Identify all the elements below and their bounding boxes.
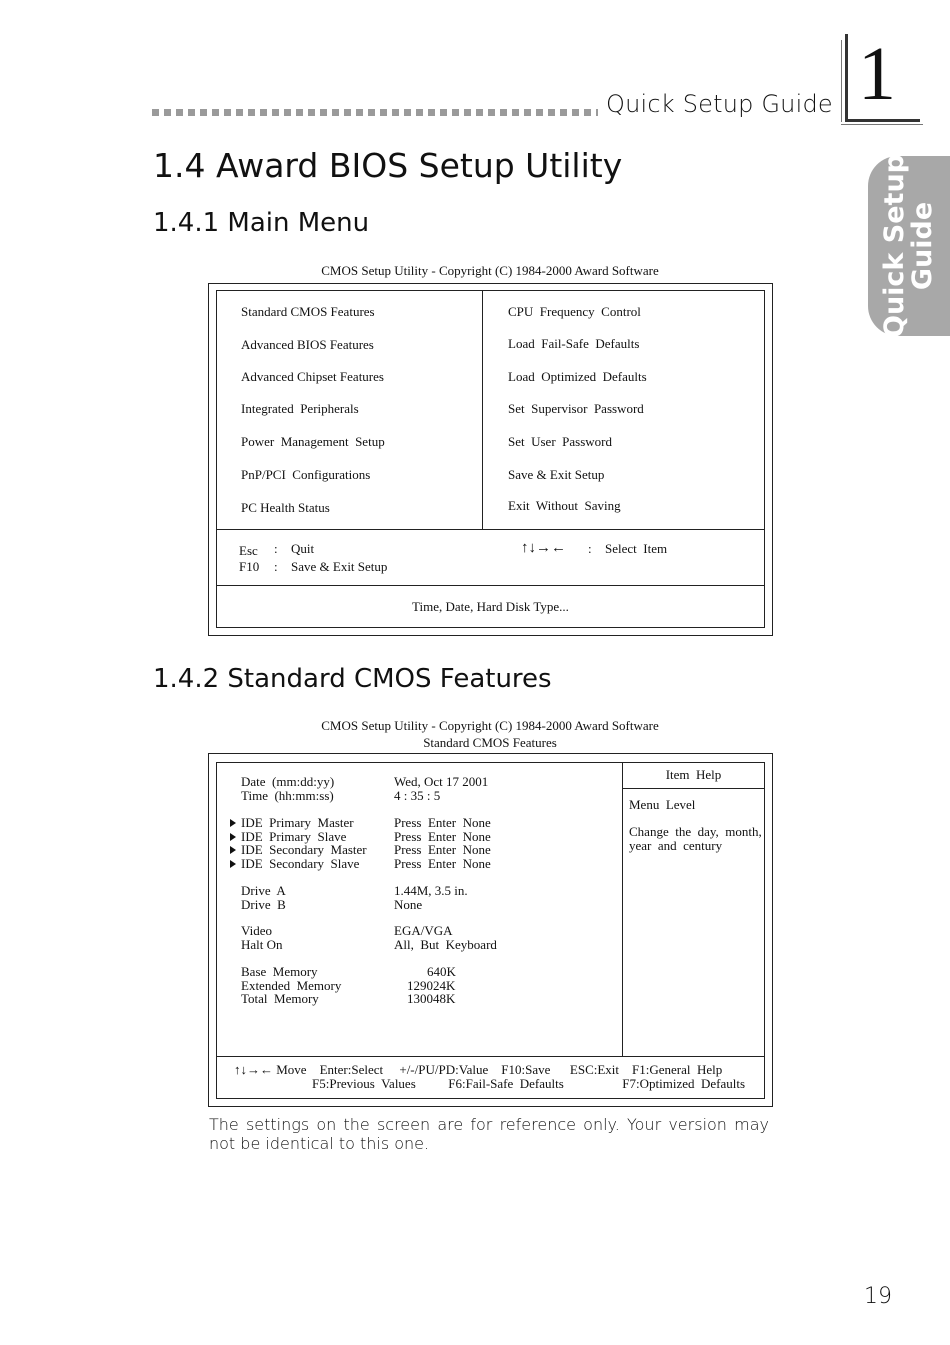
chapter-mark-line xyxy=(845,119,920,122)
cmos-field-label: Halt On xyxy=(241,937,283,952)
cmos-field-label: Total Memory xyxy=(241,991,319,1006)
rule-dot xyxy=(596,109,598,116)
submenu-arrow-icon xyxy=(230,819,236,827)
cmos-field-label: Video xyxy=(241,923,272,938)
cmos-field-label: IDE Primary Master xyxy=(241,815,354,830)
rule-dot xyxy=(332,109,339,116)
key-f10-action: Save & Exit Setup xyxy=(291,559,388,574)
help-column-divider xyxy=(622,762,623,1057)
rule-dot xyxy=(512,109,519,116)
rule-dot xyxy=(392,109,399,116)
rule-dot xyxy=(416,109,423,116)
rule-dot xyxy=(272,109,279,116)
main-menu-item[interactable]: Save & Exit Setup xyxy=(508,467,605,482)
side-tab-line-2: Guide xyxy=(907,201,938,291)
rule-dot xyxy=(572,109,579,116)
rule-dot xyxy=(500,109,507,116)
cmos-field-value: 640K xyxy=(427,964,456,979)
rule-dot xyxy=(584,109,591,116)
cmos-field-value: EGA/VGA xyxy=(394,923,453,938)
chapter-mark-line xyxy=(841,124,923,125)
cmos-field-value: Press Enter None xyxy=(394,856,491,871)
main-menu-item[interactable]: PC Health Status xyxy=(241,500,330,515)
rule-dot xyxy=(236,109,243,116)
cmos-field-label: Time (hh:mm:ss) xyxy=(241,788,334,803)
rule-dot xyxy=(356,109,363,116)
key-f10: F10 xyxy=(239,559,260,574)
help-text-line-2: year and century xyxy=(629,838,723,853)
chapter-number: 1 xyxy=(858,32,896,116)
rule-dot xyxy=(380,109,387,116)
submenu-arrow-icon xyxy=(230,860,236,868)
main-menu-item[interactable]: Set Supervisor Password xyxy=(508,401,644,416)
key-esc-sep: : xyxy=(274,541,278,556)
key-esc-action: Quit xyxy=(291,541,315,556)
rule-dot xyxy=(320,109,327,116)
cmos-field-label: Base Memory xyxy=(241,964,318,979)
cmos-field-value: Press Enter None xyxy=(394,842,491,857)
item-help-title: Item Help xyxy=(665,767,722,782)
chapter-mark-line xyxy=(845,34,848,122)
submenu-arrow-icon xyxy=(230,833,236,841)
rule-dot xyxy=(296,109,303,116)
rule-dot xyxy=(248,109,255,116)
rule-dot xyxy=(188,109,195,116)
main-menu-item[interactable]: Load Optimized Defaults xyxy=(508,369,647,384)
main-menu-heading: 1.4.1 Main Menu xyxy=(153,208,370,238)
main-menu-item[interactable]: Power Management Setup xyxy=(241,434,385,449)
main-menu-item[interactable]: CPU Frequency Control xyxy=(508,304,641,319)
rule-dot xyxy=(440,109,447,116)
rule-dot xyxy=(164,109,171,116)
side-tab-line-1: Quick Setup xyxy=(879,153,910,339)
rule-dot xyxy=(524,109,531,116)
cmos-field-value: None xyxy=(394,897,423,912)
main-menu-item[interactable]: Standard CMOS Features xyxy=(241,304,375,319)
cmos-field-value: All, But Keyboard xyxy=(394,937,497,952)
rule-dot xyxy=(476,109,483,116)
key-esc: Esc xyxy=(239,543,258,558)
cmos-field-label: Extended Memory xyxy=(241,978,342,993)
help-title-divider xyxy=(622,788,765,789)
main-menu-item[interactable]: Advanced BIOS Features xyxy=(241,337,374,352)
cmos-field-value: 1.44M, 3.5 in. xyxy=(394,883,468,898)
standard-cmos-footer-divider xyxy=(216,1056,765,1057)
rule-dot xyxy=(548,109,555,116)
rule-dot xyxy=(260,109,267,116)
cmos-field-value: Press Enter None xyxy=(394,829,491,844)
cmos-field-value: 130048K xyxy=(407,991,456,1006)
submenu-arrow-icon xyxy=(230,846,236,854)
section-title: 1.4 Award BIOS Setup Utility xyxy=(153,146,623,185)
main-menu-item[interactable]: Integrated Peripherals xyxy=(241,401,359,416)
rule-dot xyxy=(452,109,459,116)
standard-cmos-caption-2: Standard CMOS Features xyxy=(423,735,557,750)
main-menu-caption: CMOS Setup Utility - Copyright (C) 1984-2000 Award Software xyxy=(321,263,659,278)
rule-dot xyxy=(428,109,435,116)
main-menu-divider xyxy=(216,585,765,586)
cmos-field-label: IDE Secondary Slave xyxy=(241,856,360,871)
rule-dot xyxy=(368,109,375,116)
cmos-field-value: Press Enter None xyxy=(394,815,491,830)
page-number: 19 xyxy=(864,1284,892,1309)
standard-cmos-caption-1: CMOS Setup Utility - Copyright (C) 1984-2000 Award Software xyxy=(321,718,659,733)
rule-dot xyxy=(308,109,315,116)
cmos-field-label: Drive A xyxy=(241,883,286,898)
main-menu-divider xyxy=(216,529,765,530)
menu-level: Menu Level xyxy=(629,797,696,812)
arrow-keys-icon: ↑↓→← xyxy=(521,540,566,556)
main-menu-footer: Time, Date, Hard Disk Type... xyxy=(412,599,569,614)
main-menu-item[interactable]: PnP/PCI Configurations xyxy=(241,467,371,482)
cmos-footer-line-2: F5:Previous Values F6:Fail-Safe Defaults F7:Optimized Defaults xyxy=(312,1076,746,1091)
rule-dot xyxy=(404,109,411,116)
cmos-field-value: Wed, Oct 17 2001 xyxy=(394,774,489,789)
rule-dot xyxy=(464,109,471,116)
cmos-field-label: IDE Secondary Master xyxy=(241,842,367,857)
rule-dot xyxy=(224,109,231,116)
standard-cmos-heading: 1.4.2 Standard CMOS Features xyxy=(153,664,552,694)
decorative-dot-rule xyxy=(152,109,598,119)
main-menu-column-divider xyxy=(482,290,483,530)
main-menu-item[interactable]: Exit Without Saving xyxy=(508,498,621,513)
rule-dot xyxy=(212,109,219,116)
main-menu-item[interactable]: Advanced Chipset Features xyxy=(241,369,384,384)
rule-dot xyxy=(560,109,567,116)
chapter-mark-line xyxy=(841,40,842,122)
rule-dot xyxy=(344,109,351,116)
rule-dot xyxy=(284,109,291,116)
rule-dot xyxy=(176,109,183,116)
key-f10-sep: : xyxy=(274,559,278,574)
rule-dot xyxy=(536,109,543,116)
main-menu-item[interactable]: Set User Password xyxy=(508,434,612,449)
reference-note: The settings on the screen are for reference only. Your version may not be identical to this one. xyxy=(209,1115,769,1153)
side-tab-label xyxy=(881,154,937,338)
running-header: Quick Setup Guide xyxy=(606,90,833,118)
rule-dot xyxy=(152,109,159,116)
cmos-field-value: 129024K xyxy=(407,978,456,993)
nav-action: Select Item xyxy=(605,541,668,556)
cmos-field-label: Drive B xyxy=(241,897,286,912)
main-menu-item[interactable]: Load Fail-Safe Defaults xyxy=(508,336,640,351)
help-text-line-1: Change the day, month, xyxy=(629,824,762,839)
cmos-field-value: 4 : 35 : 5 xyxy=(394,788,441,803)
cmos-field-label: IDE Primary Slave xyxy=(241,829,347,844)
nav-sep: : xyxy=(588,541,592,556)
cmos-field-label: Date (mm:dd:yy) xyxy=(241,774,335,789)
cmos-footer-line-1: ↑↓→← Move Enter:Select +/-/PU/PD:Value F10:Save ESC:Exit F1:General Help xyxy=(234,1062,723,1077)
rule-dot xyxy=(200,109,207,116)
rule-dot xyxy=(488,109,495,116)
